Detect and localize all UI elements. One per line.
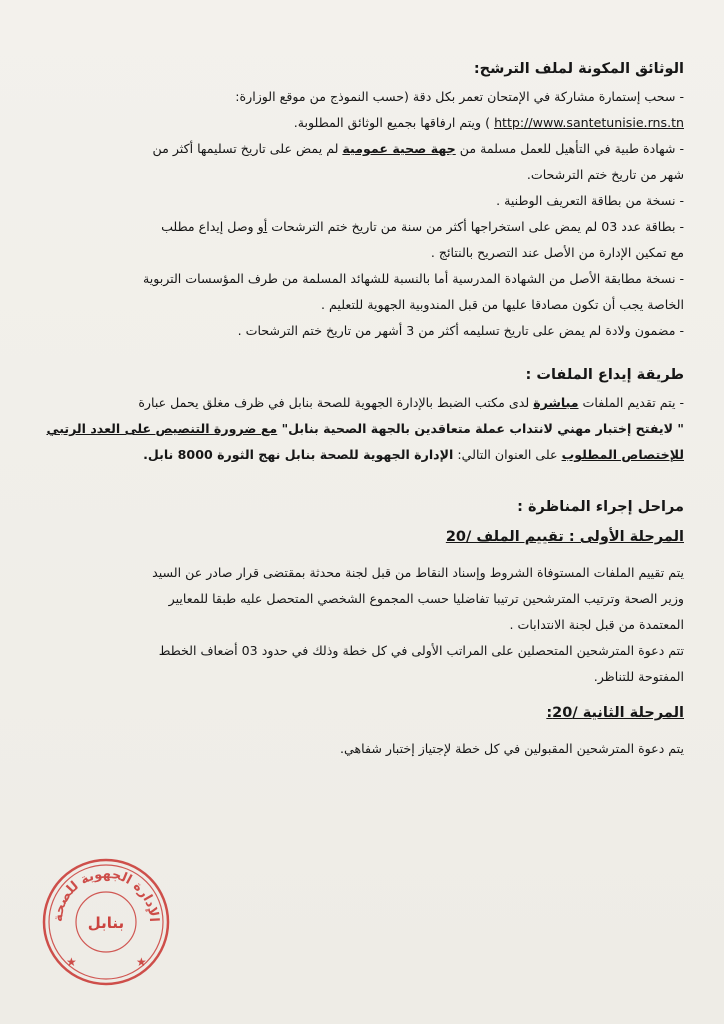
submission-text-c: لدى مكتب الضبط بالإدارة الجهوية للصحة بنابل في ظرف مغلق يحمل عبارة	[138, 395, 534, 410]
doc-item-1-line-1: - سحب إستمارة مشاركة في الإمتحان تعمر بكل دقة (حسب النموذج من موقع الوزارة:	[235, 89, 684, 104]
stage-1-p2-line-2: المفتوحة للتناظر.	[593, 669, 684, 684]
document-body	[46, 54, 684, 762]
submission-address: الإدارة الجهوية للصحة بنابل نهج الثورة 8000 نابل.	[143, 447, 454, 462]
stamp-star-left-icon: ★	[66, 955, 77, 969]
submission-line-2	[46, 416, 684, 442]
submission-text-a: - يتم تقديم الملفات	[578, 395, 684, 410]
submission-line-1	[60, 390, 684, 416]
stages-heading: مراحل إجراء المناظرة :	[517, 499, 684, 515]
documents-heading: الوثائق المكونة لملف الترشح:	[473, 61, 684, 77]
doc-item-2-text-a: - شهادة طبية في التأهيل للعمل مسلمة من	[455, 141, 684, 156]
doc-item-2-line-2: شهر من تاريخ ختم الترشحات.	[526, 167, 684, 182]
doc-item-4-text-a: - بطاقة عدد 03 لم يمض على استخراجها أكثر من سنة من تاريخ ختم الترشحات	[267, 219, 684, 234]
doc-item-4-text-c: وصل إيداع مطلب	[161, 219, 258, 234]
doc-item-6: - مضمون ولادة لم يمض على تاريخ تسليمه أكثر من 3 أشهر من تاريخ ختم الترشحات .	[237, 323, 684, 338]
submission-line-3	[60, 442, 684, 468]
doc-item-5-line-2: الخاصة يجب أن تكون مصادقا عليها من قبل المندوبية الجهوية للتعليم .	[321, 297, 684, 312]
submission-specialty: للإختصاص المطلوب	[561, 447, 684, 462]
stage-1-p1-line-3: المعتمدة من قبل لجنة الانتدابات .	[509, 617, 684, 632]
submission-address-label: على العنوان التالي:	[453, 447, 562, 462]
submission-heading: طريقة إيداع الملفات :	[525, 367, 684, 383]
doc-item-4-line-2: مع تمكين الإدارة من الأصل عند التصريح بالنتائج .	[430, 245, 684, 260]
stage-2-p1: يتم دعوة المترشحين المقبولين في كل خطة لإجتياز إختبار شفاهي.	[339, 741, 684, 756]
official-stamp	[40, 856, 172, 988]
doc-item-1-line-2	[60, 110, 684, 136]
doc-item-2-text-c: لم يمض على تاريخ تسليمها أكثر من	[152, 141, 343, 156]
doc-item-3: - نسخة من بطاقة التعريف الوطنية .	[496, 193, 684, 208]
stamp-center-text: بنابل	[87, 914, 125, 932]
ministry-url-link[interactable]: http://www.santetunisie.rns.tn	[494, 115, 684, 130]
stamp-star-right-icon: ★	[136, 955, 147, 969]
doc-item-4-emphasis: أو	[257, 219, 268, 234]
stage-2-heading: المرحلة الثانية /20:	[546, 705, 684, 721]
stage-1-p1-line-2: وزير الصحة وترتيب المترشحين ترتيبا تفاضليا حسب المجموع الشخصي المتحصل عليه طبقا للمعايير	[168, 591, 684, 606]
doc-item-5-line-1: - نسخة مطابقة الأصل من الشهادة المدرسية أما بالنسبة للشهائد المسلمة من طرف المؤسسات التربوية	[142, 271, 684, 286]
stage-1-heading: المرحلة الأولى : تقييم الملف /20	[445, 529, 684, 545]
submission-envelope-text: " لايفتح إختبار مهني لانتداب عملة متعاقدين بالجهة الصحية بنابل"	[277, 421, 684, 436]
doc-item-2-line-1	[60, 136, 684, 162]
stage-1-p1-line-1: يتم تقييم الملفات المستوفاة الشروط وإسناد النقاط من قبل لجنة محدثة بمقتضى قرار صادر عن السيد	[152, 565, 684, 580]
stamp-arc-text: الإدارة الجهوية للصحة	[50, 866, 162, 923]
doc-item-2-emphasis: جهة صحية عمومية	[342, 141, 456, 156]
submission-emphasis-direct: مباشرة	[533, 395, 579, 410]
submission-rank-note: مع ضرورة التنصيص على العدد الرتبي	[46, 421, 278, 436]
stage-1-p2-line-1: تتم دعوة المترشحين المتحصلين على المراتب الأولى في كل خطة وذلك في حدود 03 أضعاف الخطط	[158, 643, 684, 658]
doc-item-4-line-1	[60, 214, 684, 240]
doc-item-1-line-2-text: ) ويتم ارفاقها بجميع الوثائق المطلوبة.	[293, 115, 491, 130]
